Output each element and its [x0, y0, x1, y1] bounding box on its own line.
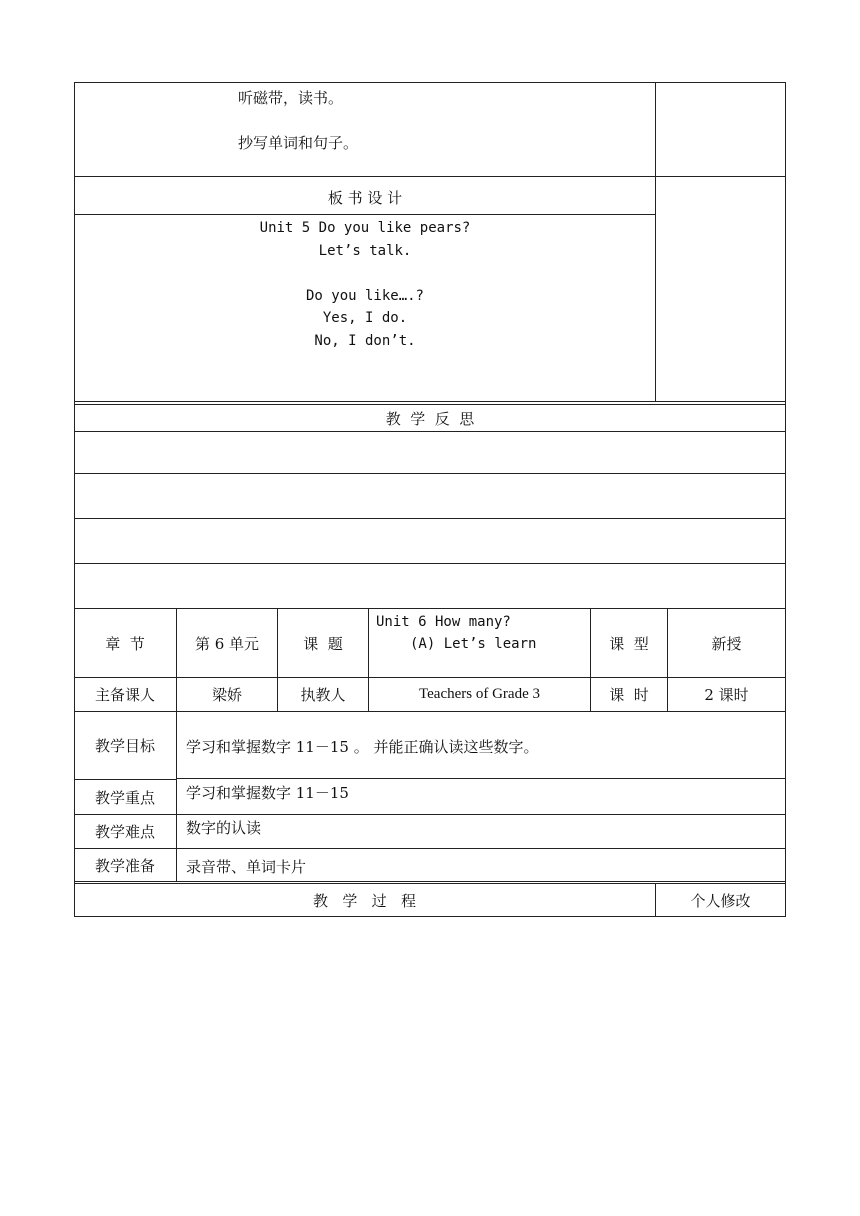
topic-value [376, 611, 588, 655]
board-line: Do you like….? [305, 287, 424, 304]
teacher-label: 执教人 [300, 686, 346, 704]
key-value: 学习和掌握数字 11－15 [186, 784, 349, 802]
difficulty-label: 教学难点 [94, 823, 155, 841]
board-line: Yes, I do. [322, 310, 408, 327]
topic-value-line-2: (A) Let’s learn [410, 636, 537, 652]
process-heading: 教 学 过 程 [313, 891, 416, 910]
board-line: No, I don’t. [314, 332, 416, 349]
topic-label: 课 题 [303, 634, 343, 653]
hours-value: 2 课时 [704, 686, 749, 704]
board-design-content [74, 217, 656, 353]
type-value: 新授 [711, 634, 742, 653]
prep-value: 录音带、单词卡片 [186, 858, 307, 876]
board-line: Unit 5 Do you like pears? [259, 220, 471, 236]
hours-label: 课 时 [609, 686, 649, 704]
teacher-value: Teachers of Grade 3 [419, 686, 540, 702]
key-label: 教学重点 [94, 788, 155, 807]
personal-edit-heading: 个人修改 [690, 891, 751, 910]
prep-label: 教学准备 [94, 856, 155, 875]
board-design-heading: 板 书 设 计 [327, 188, 403, 207]
preparer-value: 梁娇 [211, 686, 242, 704]
top-line-2: 抄写单词和句子。 [238, 134, 359, 152]
chapter-value: 第 6 单元 [194, 634, 260, 653]
reflection-heading: 教 学 反 思 [385, 409, 475, 428]
chapter-label: 章 节 [105, 634, 145, 653]
top-line-1: 听磁带，读书。 [238, 89, 344, 107]
goal-label: 教学目标 [94, 737, 155, 755]
difficulty-value: 数字的认读 [186, 819, 262, 837]
board-line: Let’s talk. [318, 242, 412, 259]
goal-value: 学习和掌握数字 11－15 。 并能正确认读这些数字。 [186, 738, 539, 756]
preparer-label: 主备课人 [94, 686, 155, 704]
board-line [74, 262, 656, 285]
type-label: 课 型 [609, 634, 649, 653]
topic-value-line-1: Unit 6 How many? [376, 614, 511, 630]
